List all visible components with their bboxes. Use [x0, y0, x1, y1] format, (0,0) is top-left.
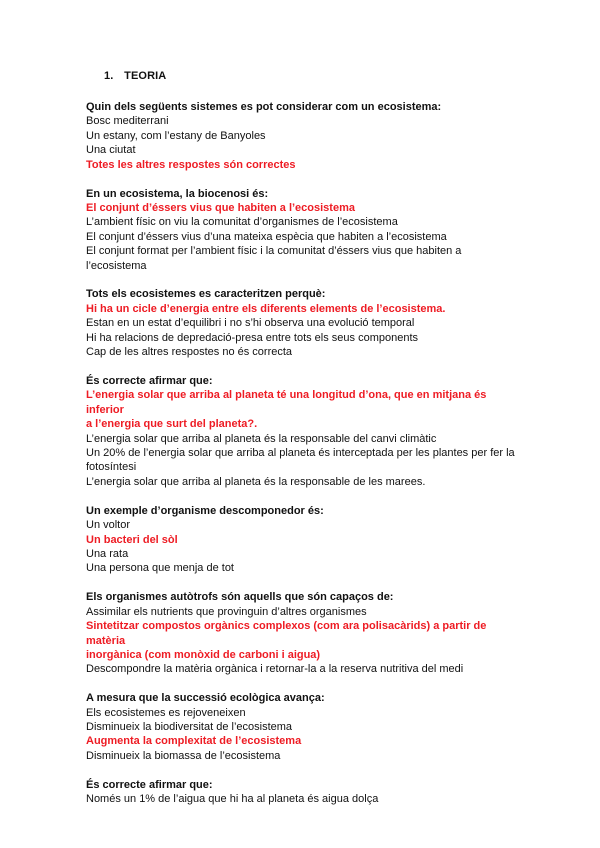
- question-list: [86, 100, 526, 821]
- correct-answer: Un bacteri del sòl: [86, 533, 178, 546]
- answer-option: Els ecosistemes es rejoveneixen: [86, 706, 246, 719]
- question-title: És correcte afirmar que:: [86, 778, 213, 791]
- answer-option: Disminueix la biomassa de l’ecosistema: [86, 749, 281, 762]
- answer-option: fotosíntesi: [86, 461, 137, 474]
- answer-option: Assimilar els nutrients que provinguin d’altres organismes: [86, 605, 367, 618]
- question-title: Tots els ecosistemes es caracteritzen perquè:: [86, 288, 326, 301]
- question-block: [86, 287, 526, 359]
- question-block: [86, 504, 526, 576]
- section-title: TEORIA: [124, 70, 167, 82]
- answer-option: l’ecosistema: [86, 259, 147, 272]
- answer-option: Només un 1% de l’aigua que hi ha al planeta és aigua dolça: [86, 793, 379, 806]
- question-title: És correcte afirmar que:: [86, 375, 213, 387]
- correct-answer: Hi ha un cicle d’energia entre els diferents elements de l’ecosistema.: [86, 302, 446, 315]
- answer-option: Una rata: [86, 547, 129, 560]
- answer-option: Cap de les altres respostes no és correcta: [86, 346, 293, 359]
- question-block: [86, 778, 526, 807]
- answer-option: L’energia solar que arriba al planeta és la responsable del canvi climàtic: [86, 432, 437, 445]
- answer-option: Bosc mediterrani: [86, 115, 169, 128]
- answer-option: Disminueix la biodiversitat de l’ecosistema: [86, 721, 293, 734]
- answer-option: El conjunt format per l’ambient físic i la comunitat d’éssers vius que habiten a: [86, 245, 462, 258]
- answer-option: Descompondre la matèria orgànica i retornar-la a la reserva nutritiva del medi: [86, 663, 464, 676]
- question-title: A mesura que la successió ecològica avança:: [86, 692, 325, 705]
- question-title: Els organismes autòtrofs són aquells que són capaços de:: [86, 591, 394, 604]
- correct-answer: El conjunt d’éssers vius que habiten a l’ecosistema: [86, 201, 355, 214]
- answer-option: L’energia solar que arriba al planeta és la responsable de les marees.: [86, 475, 426, 488]
- answer-option: Un voltor: [86, 519, 131, 532]
- question-block: [86, 374, 526, 489]
- answer-option: Un estany, com l’estany de Banyoles: [86, 129, 266, 142]
- correct-answer: inorgànica (com monòxid de carboni i aigua): [86, 648, 321, 661]
- correct-answer: Totes les altres respostes són correctes: [86, 158, 296, 171]
- question-block: [86, 187, 526, 273]
- question-title: Un exemple d’organisme descomponedor és:: [86, 504, 324, 517]
- section-number: 1.: [104, 70, 114, 82]
- correct-answer: Sintetitzar compostos orgànics complexos (com ara polisacàrids) a partir de matèria: [86, 620, 487, 647]
- question-title: En un ecosistema, la biocenosi és:: [86, 187, 269, 200]
- correct-answer: a l’energia que surt del planeta?.: [86, 418, 258, 431]
- answer-option: El conjunt d’éssers vius d’una mateixa espècia que habiten a l’ecosistema: [86, 230, 447, 243]
- correct-answer: L’energia solar que arriba al planeta té una longitud d’ona, que en mitjana és inferior: [86, 389, 487, 416]
- answer-option: Un 20% de l’energia solar que arriba al planeta és interceptada per les plantes per fer la: [86, 447, 515, 460]
- answer-option: Estan en un estat d’equilibri i no s’hi observa una evolució temporal: [86, 317, 415, 330]
- section-heading: [104, 70, 166, 82]
- question-block: [86, 691, 526, 763]
- question-title: Quin dels següents sistemes es pot considerar com un ecosistema:: [86, 101, 442, 113]
- answer-option: Hi ha relacions de depredació-presa entre tots els seus components: [86, 331, 419, 344]
- question-block: [86, 100, 526, 172]
- answer-option: Una ciutat: [86, 144, 136, 157]
- answer-option: L’ambient físic on viu la comunitat d’organismes de l’ecosistema: [86, 216, 398, 229]
- question-block: [86, 590, 526, 676]
- answer-option: Una persona que menja de tot: [86, 562, 234, 575]
- correct-answer: Augmenta la complexitat de l’ecosistema: [86, 735, 302, 748]
